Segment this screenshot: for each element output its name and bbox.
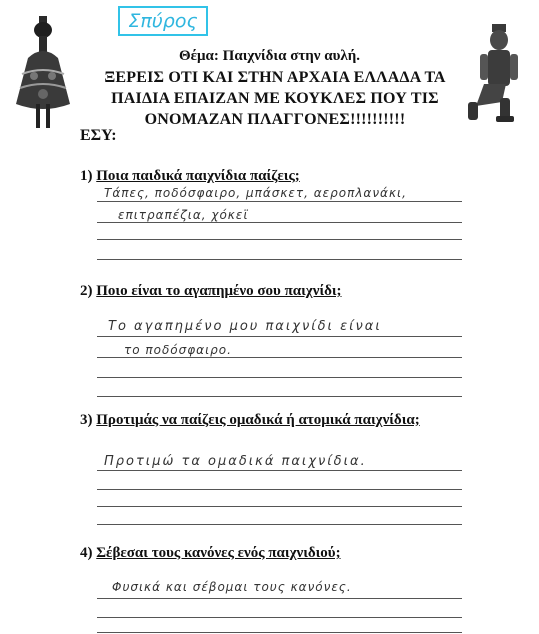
bell-doll-figure — [12, 14, 74, 132]
answer-4-line-1: Φυσικά και σέβομαι τους κανόνες. — [112, 580, 352, 594]
question-1 — [80, 168, 300, 185]
answer-rule — [97, 617, 462, 618]
intro-line-2: ΠΑΙΔΙΑ ΕΠΑΙΖΑΝ ΜΕ ΚΟΥΚΛΕΣ ΠΟΥ ΤΙΣ — [111, 90, 439, 107]
question-number: 3) — [80, 412, 93, 428]
answer-1-line-1: Τάπες, ποδόσφαιρο, μπάσκετ, αεροπλανάκι, — [104, 186, 407, 200]
answer-rule — [97, 489, 462, 490]
answer-rule — [97, 222, 462, 223]
question-number: 1) — [80, 168, 93, 184]
intro-line-3: ΟΝΟΜΑΖΑΝ ΠΛΑΓΓΟΝΕΣ!!!!!!!!!! — [144, 111, 406, 128]
question-text: Ποια παιδικά παιχνίδια παίζεις; — [96, 168, 300, 184]
seated-doll-figure — [462, 22, 528, 124]
answer-rule — [97, 357, 462, 358]
question-number: 4) — [80, 545, 93, 561]
answer-2-line-2: το ποδόσφαιρο. — [124, 343, 232, 357]
question-text: Προτιμάς να παίζεις ομαδικά ή ατομικά παιχνίδια; — [96, 412, 420, 428]
answer-1-line-2: επιτραπέζια, χόκεϊ — [118, 208, 249, 222]
question-text: Σέβεσαι τους κανόνες ενός παιχνιδιού; — [96, 545, 341, 561]
intro-line-1: ΞΕΡΕΙΣ ΟΤΙ ΚΑΙ ΣΤΗΝ ΑΡΧΑΙΑ ΕΛΛΑΔΑ ΤΑ — [104, 69, 446, 86]
question-text: Ποιο είναι το αγαπημένο σου παιχνίδι; — [96, 283, 342, 299]
answer-rule — [97, 201, 462, 202]
worksheet-topic: Θέμα: Παιχνίδια στην αυλή. — [178, 48, 361, 64]
answer-rule — [97, 239, 462, 240]
answer-rule — [97, 470, 462, 471]
answer-rule — [97, 396, 462, 397]
question-3 — [80, 412, 420, 429]
question-4 — [80, 545, 341, 562]
answer-rule — [97, 632, 462, 633]
question-number: 2) — [80, 283, 93, 299]
answer-3-line-1: Προτιμώ τα ομαδικά παιχνίδια. — [104, 454, 367, 469]
answer-rule — [97, 524, 462, 525]
question-2 — [80, 283, 342, 300]
answer-rule — [97, 598, 462, 599]
answer-rule — [97, 377, 462, 378]
student-name-box: Σπύρος — [118, 6, 208, 36]
answer-2-line-1: Το αγαπημένο μου παιχνίδι είναι — [108, 319, 382, 334]
answer-rule — [97, 336, 462, 337]
answer-rule — [97, 259, 462, 260]
you-label: ΕΣΥ: — [80, 127, 117, 144]
answer-rule — [97, 506, 462, 507]
